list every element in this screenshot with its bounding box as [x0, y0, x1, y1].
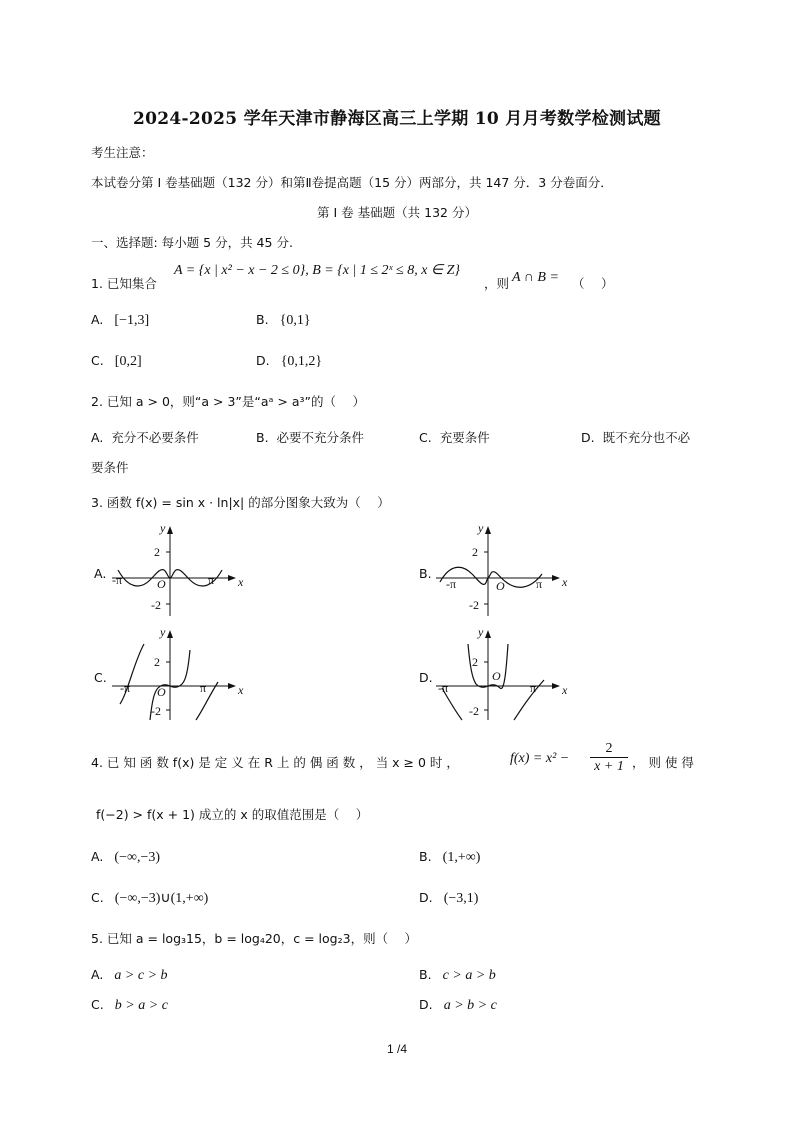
- x-tick-right: π: [208, 573, 215, 587]
- x-tick-right: π: [200, 681, 207, 695]
- x-axis-arrow-icon: [228, 575, 236, 581]
- option-text: 充要条件: [439, 430, 490, 445]
- q2-option-a[interactable]: [91, 428, 199, 446]
- option-label: C.: [91, 997, 104, 1012]
- q1-option-b[interactable]: [256, 309, 311, 329]
- x-axis-arrow-icon: [552, 683, 560, 689]
- q3-graph-a[interactable]: [108, 518, 244, 618]
- y-tick-top: 2: [154, 545, 160, 559]
- option-text: [−1,3]: [114, 313, 150, 328]
- q4-option-a[interactable]: [91, 846, 160, 866]
- y-tick-bottom: -2: [151, 704, 161, 718]
- option-label: B.: [256, 312, 269, 327]
- y-axis-arrow-icon: [485, 526, 491, 534]
- y-label: y: [160, 625, 166, 639]
- q1-operation: A ∩ B =: [512, 270, 559, 285]
- q4-option-b[interactable]: [419, 846, 480, 866]
- x-label: x: [562, 575, 568, 589]
- y-label: y: [478, 521, 484, 535]
- q3-graph-b[interactable]: [432, 518, 568, 618]
- option-text: a > b > c: [443, 998, 497, 1013]
- option-label: C.: [419, 430, 432, 445]
- option-text: [0,2]: [114, 354, 142, 369]
- y-tick-bottom: -2: [151, 598, 161, 612]
- q4-stem-line1: 4. 已 知 函 数 f(x) 是 定 义 在 R 上 的 偶 函 数 ， 当 x ≥ 0 时 ，: [91, 755, 459, 770]
- q4-stem-line2: f(−2) > f(x + 1) 成立的 x 的取值范围是（ ）: [96, 807, 369, 822]
- y-axis-arrow-icon: [167, 630, 173, 638]
- q5-option-d[interactable]: [419, 994, 497, 1014]
- x-tick-left: -π: [112, 573, 123, 587]
- q2-option-d[interactable]: [581, 428, 690, 446]
- x-tick-left: -π: [446, 577, 457, 591]
- notice-label: 考生注意：: [91, 145, 154, 160]
- y-tick-bottom: -2: [469, 704, 479, 718]
- part1-header: 第 I 卷 基础题（共 132 分）: [317, 205, 477, 220]
- section1-header: 一、选择题: 每小题 5 分，共 45 分.: [91, 235, 293, 250]
- q2-option-c[interactable]: [419, 428, 490, 446]
- q3-stem: 3. 函数 f(x) = sin x · ln|x| 的部分图象大致为（ ）: [91, 495, 390, 510]
- option-label: B.: [419, 967, 432, 982]
- y-tick-top: 2: [154, 655, 160, 669]
- q3-option-b-label[interactable]: B.: [419, 566, 432, 581]
- q3-option-d-label[interactable]: D.: [419, 670, 433, 685]
- q4-fraction: [590, 741, 628, 776]
- q3-graph-c[interactable]: [108, 622, 244, 722]
- q5-stem: 5. 已知 a = log₃15，b = log₄20，c = log₂3，则（ ）: [91, 931, 418, 946]
- y-axis-arrow-icon: [485, 630, 491, 638]
- origin-label: O: [157, 685, 166, 699]
- option-label: A.: [91, 967, 104, 982]
- option-text: b > a > c: [114, 998, 168, 1013]
- x-axis-arrow-icon: [552, 575, 560, 581]
- function-curve-left: [120, 644, 144, 704]
- x-tick-right: π: [536, 577, 543, 591]
- q1-set-expression: A = {x | x² − x − 2 ≤ 0}, B = {x | 1 ≤ 2ˣ ≤ 8, x ∈ Z}: [174, 263, 460, 278]
- q4-function-lhs: f(x) = x² −: [510, 751, 570, 766]
- y-tick-top: 2: [472, 545, 478, 559]
- option-text: {0,1}: [279, 313, 311, 328]
- option-label: B.: [256, 430, 269, 445]
- option-label: C.: [91, 353, 104, 368]
- option-text: (−∞,−3)∪(1,+∞): [114, 891, 209, 906]
- x-label: x: [238, 575, 244, 589]
- origin-label: O: [496, 579, 505, 593]
- option-label: D.: [256, 353, 270, 368]
- option-label: A.: [91, 430, 104, 445]
- q4-stem-line1-end: ， 则 使 得: [632, 755, 694, 770]
- option-label: C.: [91, 890, 104, 905]
- option-text: a > c > b: [114, 968, 168, 983]
- q3-option-c-label[interactable]: C.: [94, 670, 107, 685]
- option-label: D.: [419, 890, 433, 905]
- q5-option-c[interactable]: [91, 994, 168, 1014]
- q1-option-c[interactable]: [91, 350, 142, 370]
- origin-label: O: [492, 669, 501, 683]
- y-label: y: [160, 521, 166, 535]
- q4-option-d[interactable]: [419, 887, 478, 907]
- q1-option-a[interactable]: [91, 309, 149, 329]
- page-title: 2024-2025 学年天津市静海区高三上学期 10 月月考数学检测试题: [133, 109, 661, 129]
- q1-answer-blank: （ ）: [572, 276, 614, 291]
- q5-option-b[interactable]: [419, 964, 496, 984]
- fraction-numerator: 2: [605, 741, 613, 756]
- notice-text: 本试卷分第 I 卷基础题（132 分）和第Ⅱ卷提高题（15 分）两部分，共 147 分．3 分卷面分．: [91, 175, 613, 190]
- option-label: D.: [581, 430, 595, 445]
- y-label: y: [478, 625, 484, 639]
- option-label: A.: [91, 312, 104, 327]
- x-tick-left: -π: [438, 681, 449, 695]
- option-text: 既不充分也不必: [602, 430, 691, 445]
- option-label: D.: [419, 997, 433, 1012]
- q1-stem-prefix: 1. 已知集合: [91, 276, 157, 291]
- q3-option-a-label[interactable]: A.: [94, 566, 107, 581]
- x-axis-arrow-icon: [228, 683, 236, 689]
- option-text: 必要不充分条件: [276, 430, 365, 445]
- q5-option-a[interactable]: [91, 964, 168, 984]
- option-label: A.: [91, 849, 104, 864]
- q4-option-c[interactable]: [91, 887, 208, 907]
- option-text: c > a > b: [442, 968, 496, 983]
- x-tick-right: π: [530, 681, 537, 695]
- y-axis-arrow-icon: [167, 526, 173, 534]
- x-label: x: [562, 683, 568, 697]
- q3-graph-d[interactable]: [432, 622, 568, 722]
- q2-option-d-wrap: 要条件: [91, 460, 129, 475]
- x-label: x: [238, 683, 244, 697]
- y-tick-bottom: -2: [469, 598, 479, 612]
- q2-stem: 2. 已知 a > 0，则“a > 3”是“aᵃ > a³”的（ ）: [91, 394, 365, 409]
- option-text: {0,1,2}: [280, 354, 323, 369]
- origin-label: O: [157, 577, 166, 591]
- q1-stem-suffix: ，则: [484, 276, 510, 291]
- y-tick-top: 2: [472, 655, 478, 669]
- option-text: (−3,1): [443, 891, 479, 906]
- x-tick-left: -π: [120, 681, 131, 695]
- option-text: 充分不必要条件: [111, 430, 199, 445]
- option-text: (−∞,−3): [114, 850, 161, 865]
- option-label: B.: [419, 849, 432, 864]
- q2-option-b[interactable]: [256, 428, 364, 446]
- fraction-denominator: x + 1: [594, 759, 624, 774]
- option-text: (1,+∞): [442, 850, 481, 865]
- q1-option-d[interactable]: [256, 350, 322, 370]
- page-number: 1 /4: [386, 1042, 407, 1056]
